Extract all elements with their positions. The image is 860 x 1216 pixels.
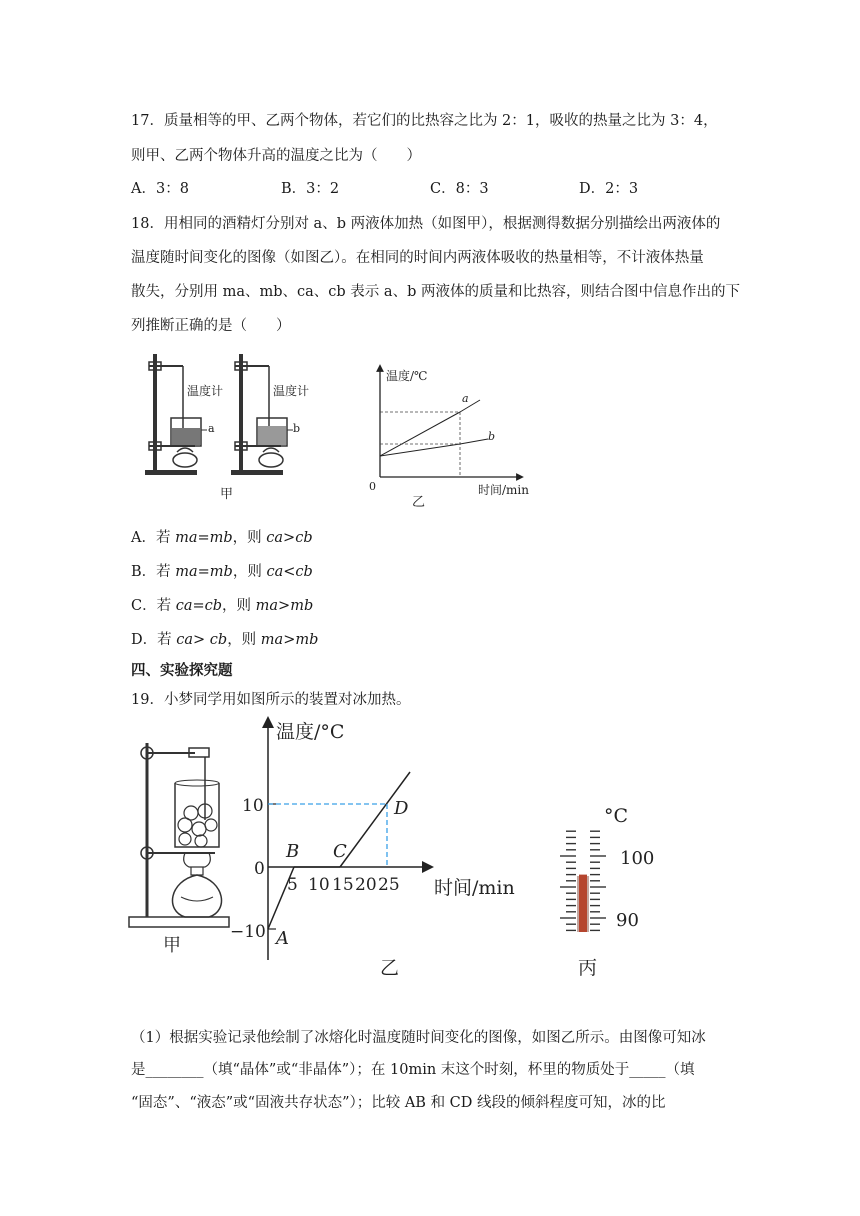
q19-intro: 19．小梦同学用如图所示的装置对冰加热。 xyxy=(131,692,411,708)
x-axis-label-2: 时间/min xyxy=(434,877,515,899)
x-tick-5: 5 xyxy=(287,875,298,895)
q19-figure-yi xyxy=(228,712,528,982)
q17-line-1: 17．质量相等的甲、乙两个物体，若它们的比热容之比为 2：1，吸收的热量之比为 3：4， xyxy=(131,113,718,129)
figure-caption-jia-2: 甲 xyxy=(163,935,181,956)
y-axis-label-2: 温度/°C xyxy=(276,721,345,743)
q18-option-a: A．若 ma=mb，则 ca>cb xyxy=(131,530,313,546)
x-tick-10: 10 xyxy=(308,875,330,895)
thermometer-label-2: 温度计 xyxy=(273,384,310,398)
thermometer-label: 温度计 xyxy=(187,384,224,398)
x-tick-20: 20 xyxy=(355,875,377,895)
q17-option-d: D．2：3 xyxy=(579,181,639,197)
q18-line-3: 散失，分别用 ma、mb、ca、cb 表示 a、b 两液体的质量和比热容，则结合图中信息作出的下 xyxy=(131,284,740,300)
origin-label: 0 xyxy=(369,480,376,493)
q18-option-c: C．若 ca=cb，则 ma>mb xyxy=(131,598,314,614)
q18-line-4: 列推断正确的是（ ） xyxy=(131,318,291,334)
y-tick-10: 10 xyxy=(242,796,264,816)
q19-part1-line-1: （1）根据实验记录他绘制了冰熔化时温度随时间变化的图像，如图乙所示。由图像可知冰 xyxy=(131,1030,706,1046)
section-heading: 四、实验探究题 xyxy=(131,663,233,679)
x-tick-15: 15 xyxy=(332,875,354,895)
q19-part1-line-3: “固态”、“液态”或“固液共存状态”）；比较 AB 和 CD 线段的倾斜程度可知，冰的比 xyxy=(131,1095,666,1111)
y-tick-minus10: −10 xyxy=(230,922,266,942)
line-a-label: a xyxy=(462,392,469,405)
liquid-b-label: b xyxy=(293,422,301,435)
q18-option-b: B．若 ma=mb，则 ca<cb xyxy=(131,564,313,580)
tick-100: 100 xyxy=(620,848,655,869)
x-tick-25: 25 xyxy=(378,875,400,895)
mercury-column xyxy=(579,875,587,932)
x-axis-label: 时间/min xyxy=(478,483,529,497)
q19-part1-line-2: 是________（填“晶体”或“非晶体”）；在 10min 末这个时刻，杯里的物质处于_____（填 xyxy=(131,1062,695,1078)
q18-figure-jia xyxy=(135,352,310,502)
q18-line-2: 温度随时间变化的图像（如图乙）。在相同的时间内两液体吸收的热量相等，不计液体热量 xyxy=(131,250,704,266)
segment-cd xyxy=(340,772,410,867)
figure-caption-yi: 乙 xyxy=(412,495,426,510)
q19-figure-bing xyxy=(550,800,670,980)
q18-figure-yi xyxy=(360,360,560,510)
y-tick-0: 0 xyxy=(254,859,265,879)
q18-line-1: 18．用相同的酒精灯分别对 a、b 两液体加热（如图甲），根据测得数据分别描绘出两液体的 xyxy=(131,216,721,232)
q17-option-c: C．8：3 xyxy=(430,181,489,197)
tick-90: 90 xyxy=(616,910,639,931)
point-b-label: B xyxy=(286,841,300,862)
point-c-label: C xyxy=(333,841,347,862)
q18-option-d: D．若 ca> cb，则 ma>mb xyxy=(131,632,319,648)
q19-figure-jia xyxy=(125,735,235,960)
point-d-label: D xyxy=(394,798,409,819)
line-b-label: b xyxy=(488,430,496,443)
unit-label: °C xyxy=(604,805,629,827)
q17-option-b: B．3：2 xyxy=(281,181,340,197)
point-a-label: A xyxy=(276,928,289,949)
figure-caption-bing: 丙 xyxy=(578,957,598,979)
segment-ab xyxy=(268,867,294,929)
liquid-a-label: a xyxy=(208,422,215,435)
figure-caption-yi-2: 乙 xyxy=(380,957,400,979)
q17-line-2: 则甲、乙两个物体升高的温度之比为（ ） xyxy=(131,148,421,164)
y-axis-label: 温度/℃ xyxy=(386,369,428,383)
figure-caption-jia: 甲 xyxy=(220,487,234,502)
q17-option-a: A．3：8 xyxy=(131,181,189,197)
